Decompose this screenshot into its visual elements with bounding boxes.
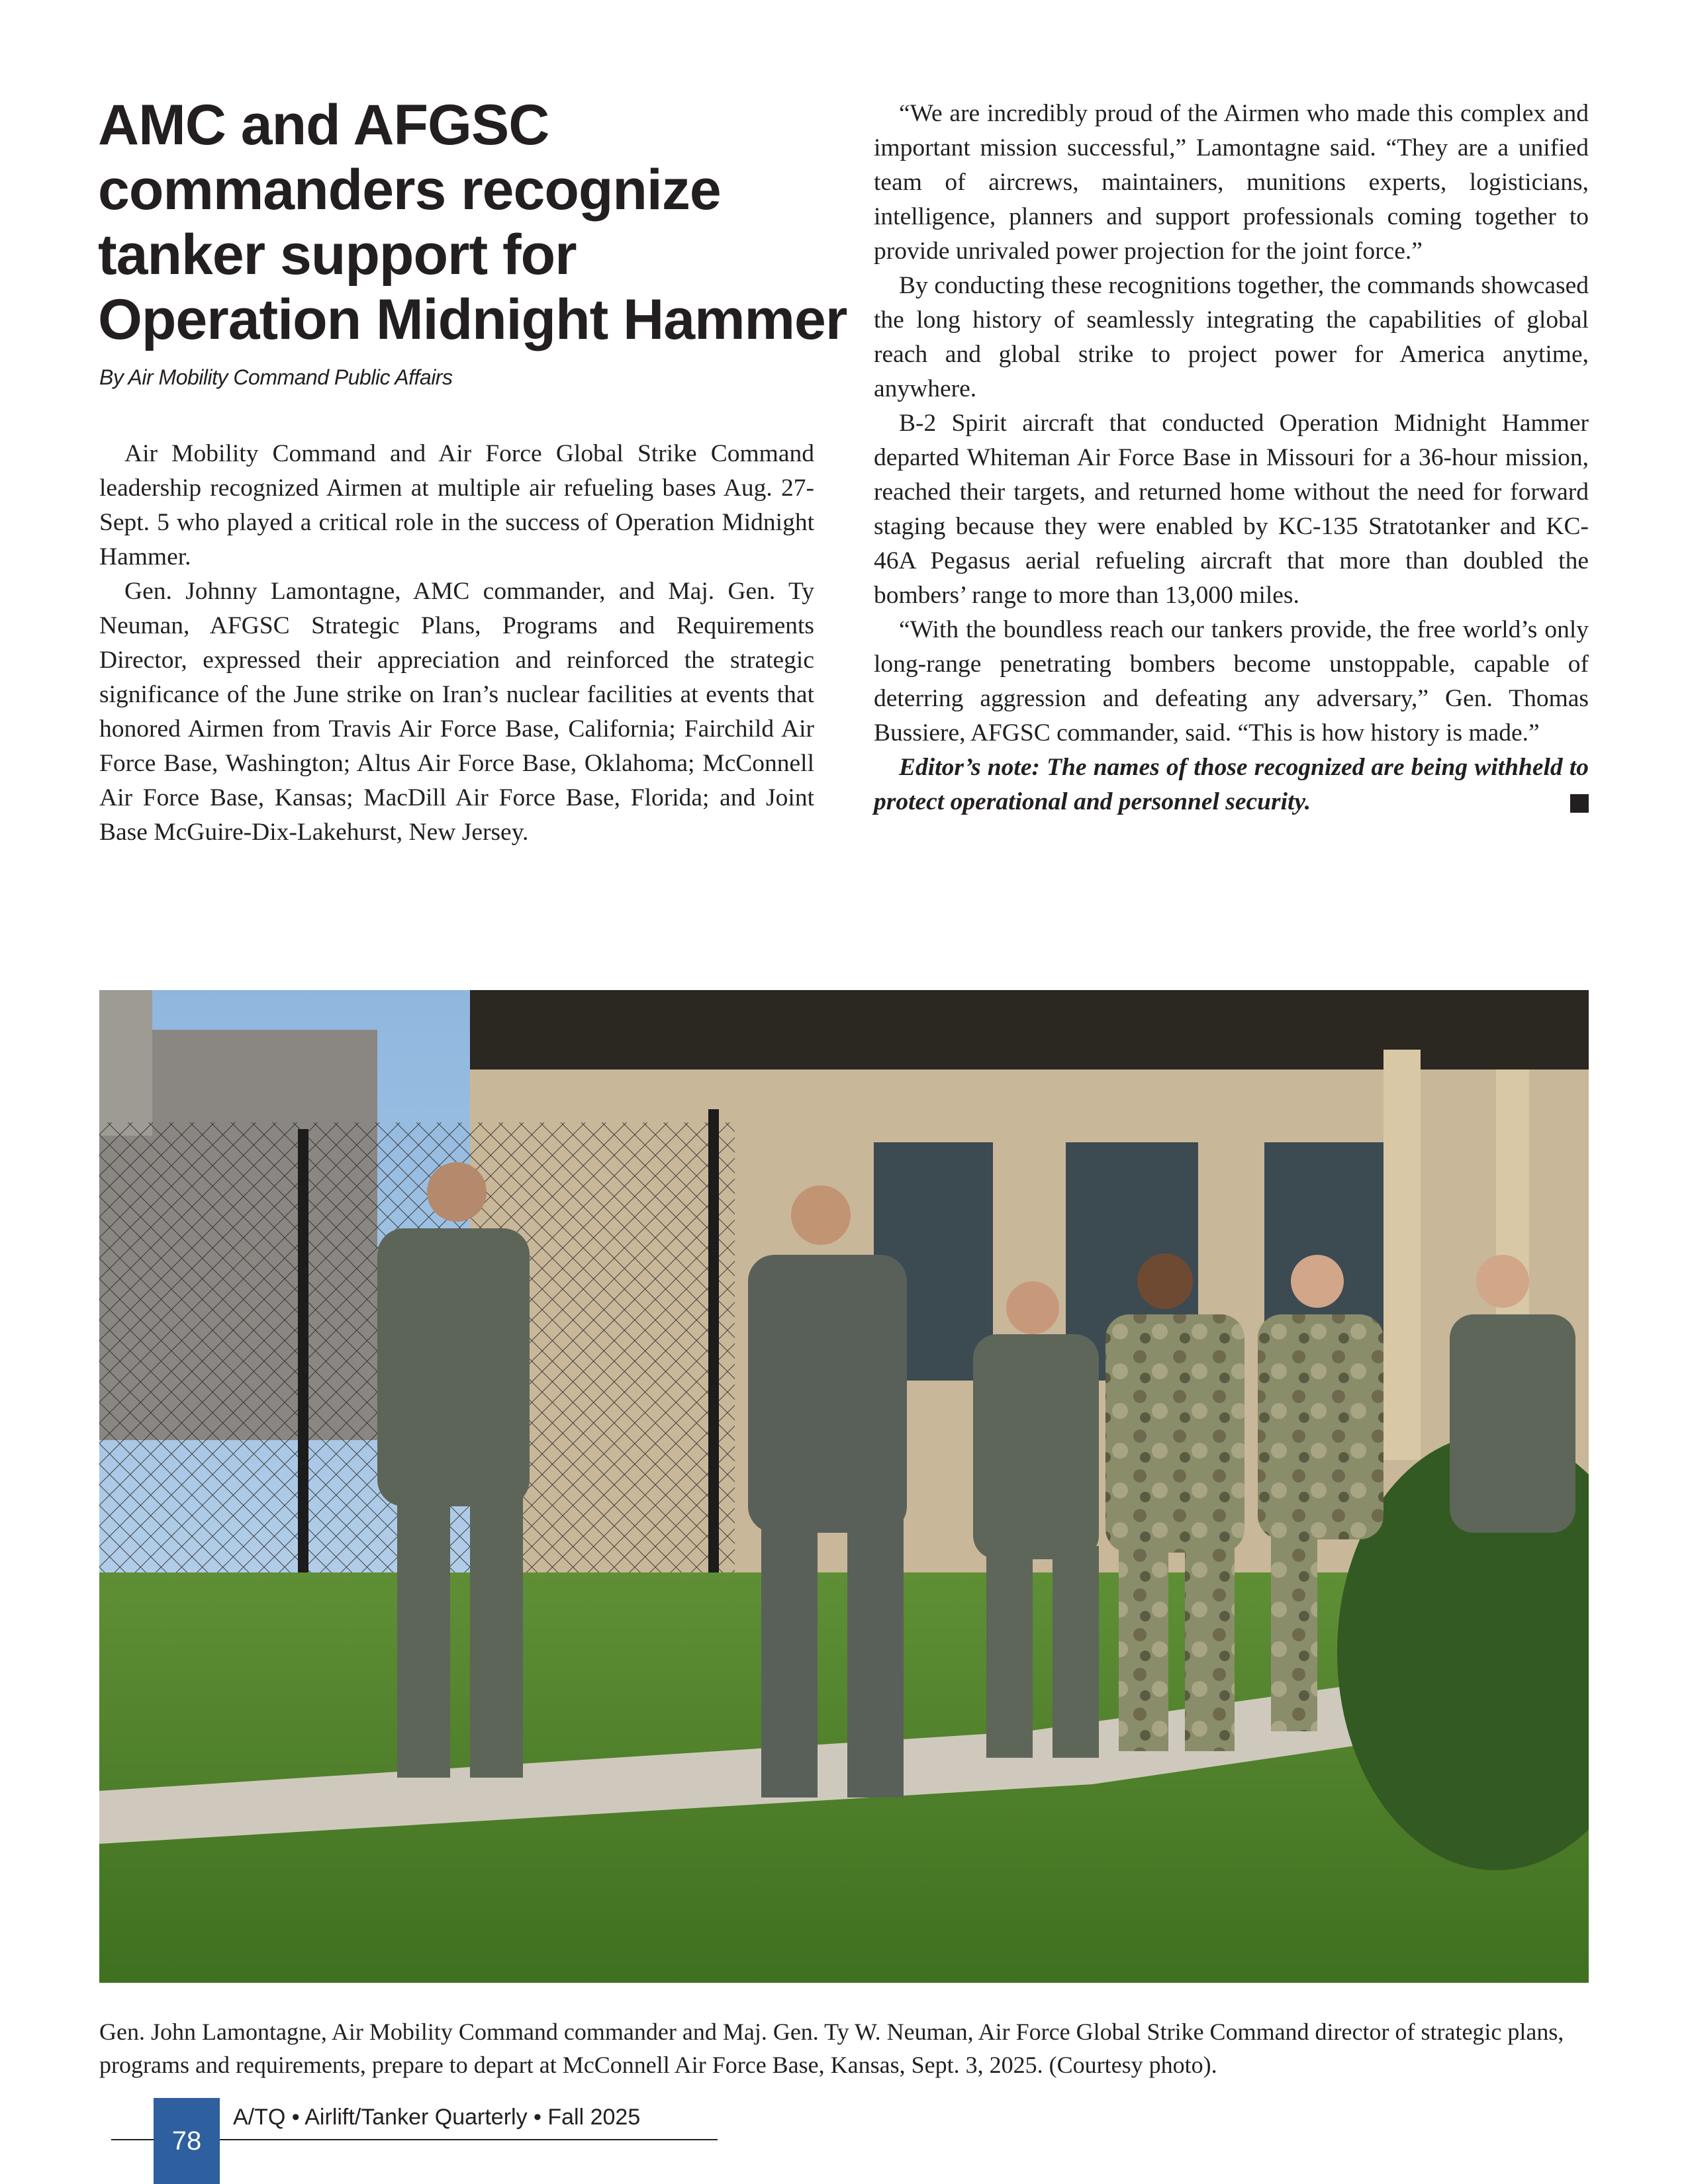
end-mark-icon (1570, 794, 1589, 813)
title-line: tanker support for (98, 223, 577, 287)
page-number-text: 78 (171, 2126, 202, 2156)
paragraph: Air Mobility Command and Air Force Global Strike Command leadership recognized Airmen at multiple air refueling bases Aug. 27-Sept. 5 who played a critical role in the success of Operation Midnight Hammer. (99, 440, 814, 570)
photo-caption: Gen. John Lamontagne, Air Mobility Command commander and Maj. Gen. Ty W. Neuman, Air Force Global Strike Command director of strategic plans, programs and requirements, prepare to depart at McConnell Air Force Base, Kansas, Sept. 3, 2025. (Courtesy photo). (99, 2019, 1564, 2078)
article-photo (99, 990, 1589, 1983)
right-column (874, 97, 1589, 819)
editor-note-text: Editor’s note: The names of those recognized are being withheld to protect operational and personnel security. (874, 754, 1589, 815)
title-line: AMC and AFGSC (98, 93, 549, 157)
editor-note (874, 751, 1589, 819)
page-number (154, 2098, 220, 2184)
roof-overhang (470, 990, 1589, 1069)
paragraph: “With the boundless reach our tankers provide, the free world’s only long-range penetrating bombers become unstoppable, capable of deterring aggression and defeating any adversary,” Gen. Thomas Bussiere, AFGSC commander, said. “This is how history is made.” (874, 616, 1589, 747)
byline: By Air Mobility Command Public Affairs (99, 365, 453, 389)
title-line: Operation Midnight Hammer (98, 288, 847, 351)
paragraph: “We are incredibly proud of the Airmen who made this complex and important mission successful,” Lamontagne said. “They are a unified team of aircrews, maintainers, munitions experts, logisticians, intelligence, planners and support professionals coming together to provide unrivaled power projection for the joint force.” (874, 100, 1589, 265)
paragraph: By conducting these recognitions together, the commands showcased the long history of seamlessly integrating the capabilities of global reach and global strike to project power for America anytime, anywhere. (874, 272, 1589, 402)
left-column (99, 437, 814, 850)
paragraph: B-2 Spirit aircraft that conducted Operation Midnight Hammer departed Whiteman Air Force Base in Missouri for a 36-hour mission, reached their targets, and returned home without the need for forward staging because they were enabled by KC-135 Stratotanker and KC-46A Pegasus aerial refueling aircraft that more than doubled the bombers’ range to more than 13,000 miles. (874, 410, 1589, 609)
title-line: commanders recognize (98, 158, 721, 222)
article-title (98, 93, 847, 352)
publication-footer: A/TQ • Airlift/Tanker Quarterly • Fall 2025 (233, 2105, 641, 2130)
paragraph: Gen. Johnny Lamontagne, AMC commander, and Maj. Gen. Ty Neuman, AFGSC Strategic Plans, Programs and Requirements Director, expressed their appreciation and reinforced the strategic significance of the June strike on Iran’s nuclear facilities at events that honored Airmen from Travis Air Force Base, California; Fairchild Air Force Base, Washington; Altus Air Force Base, Oklahoma; McConnell Air Force Base, Kansas; MacDill Air Force Base, Florida; and Joint Base McGuire-Dix-Lakehurst, New Jersey. (99, 578, 814, 846)
